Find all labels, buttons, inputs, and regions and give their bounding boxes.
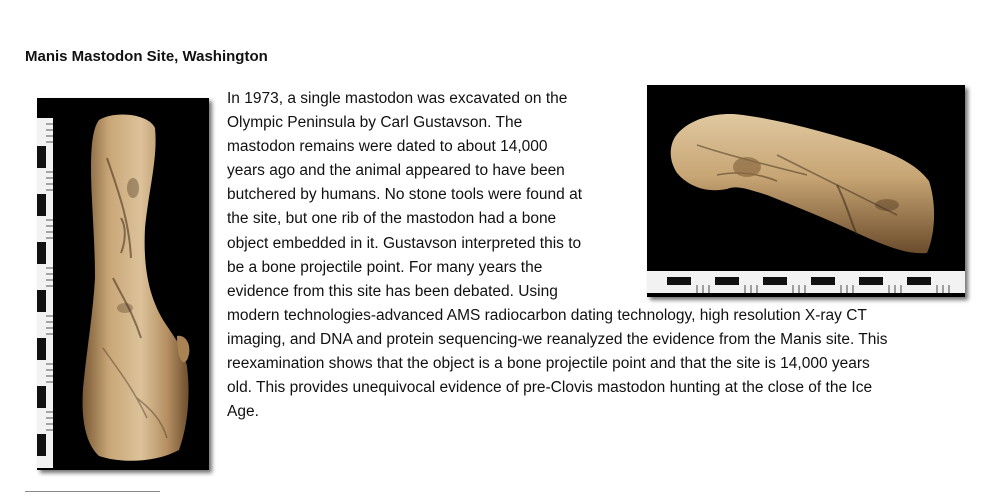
page-title: Manis Mastodon Site, Washington (25, 48, 268, 65)
article-line: Olympic Peninsula by Carl Gustavson. The (227, 114, 523, 132)
article-line: be a bone projectile point. For many years the (227, 258, 543, 276)
article-line: reexamination shows that the object is a bone projectile point and that the site is 14,000 years (227, 355, 870, 373)
article-line: mastodon remains were dated to about 14,000 (227, 138, 548, 156)
bone-vertical-image (37, 98, 209, 470)
article-line: Age. (227, 403, 259, 421)
article-line: butchered by humans. No stone tools were found at (227, 186, 582, 204)
scale-bar-vertical (37, 118, 53, 468)
footer-divider (25, 491, 160, 492)
article-line: years ago and the animal appeared to have been (227, 162, 565, 180)
article-line: old. This provides unequivocal evidence of pre-Clovis mastodon hunting at the close of the Ice (227, 379, 873, 397)
article-line: evidence from this site has been debated. Using (227, 282, 558, 300)
article-line: the site, but one rib of the mastodon had a bone (227, 210, 557, 228)
article-line: modern technologies-advanced AMS radiocarbon dating technology, high resolution X-ray CT (227, 306, 867, 324)
article-line: object embedded in it. Gustavson interpreted this to (227, 234, 582, 252)
bone-photo-vertical (37, 98, 209, 470)
article-line: In 1973, a single mastodon was excavated on the (227, 90, 568, 107)
article-line: imaging, and DNA and protein sequencing-we reanalyzed the evidence from the Manis site. This (227, 330, 888, 348)
article-text (227, 87, 977, 424)
